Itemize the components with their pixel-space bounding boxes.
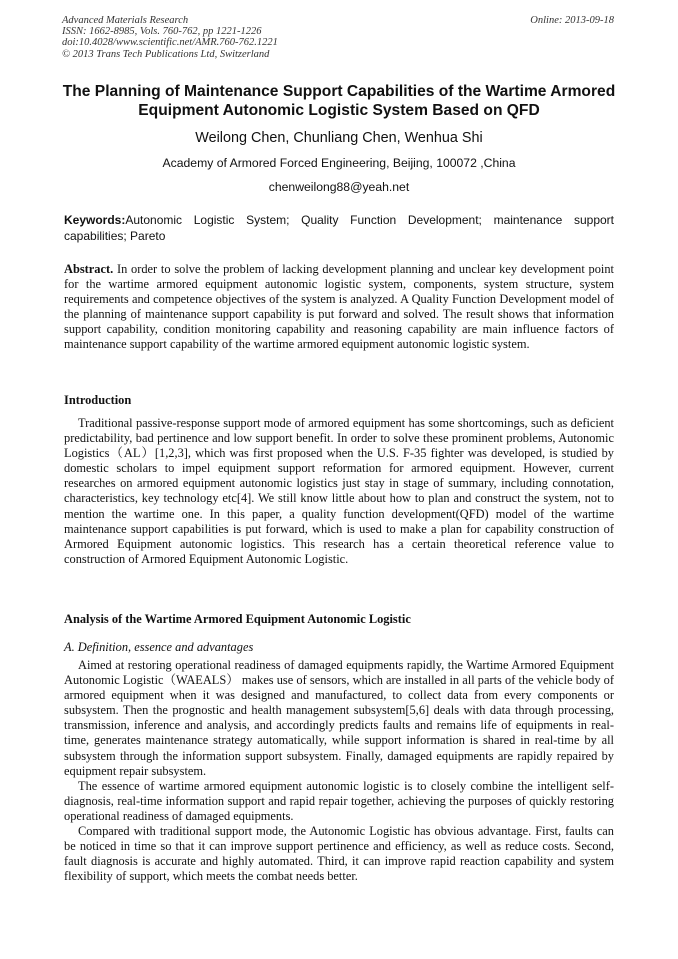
affiliation: Academy of Armored Forced Engineering, Beijing, 100072 ,China: [162, 156, 516, 170]
keywords: [64, 212, 614, 244]
email-link[interactable]: chenweilong88@yeah.net: [268, 180, 410, 194]
subsection-heading: A. Definition, essence and advantages: [64, 640, 254, 654]
keywords-label: Keywords:: [64, 213, 126, 227]
introduction-heading: Introduction: [64, 393, 132, 407]
intro-paragraph: Traditional passive-response support mode of armored equipment has some shortcomings, such as deficient predictability, bad pertinence and low support benefit. In order to solve these prominent problems, Autonomic Logistics（AL）[1,2,3], which was first proposed when the U.S. F-35 fighter was developed, is studied by domestic scholars to impel equipment support reformation for armored equipment. However, current researches on armored equipment autonomic logistics just stay in stage of summary, including connotation, characteristics, key technology etc[4]. We still know little about how to plan and construct the system, not to mention the wartime one. In this paper, a quality function development(QFD) model of the wartime maintenance support capabilities is put forward, which is used to make a plan for capability construction of Armored Equipment autonomic logistics. This research has a certain theoretical reference value to construction of Armored Equipment Autonomic Logistic.: [64, 416, 614, 566]
doi-line[interactable]: doi:10.4028/www.scientific.net/AMR.760-762.1221: [62, 37, 278, 49]
online-date: Online: 2013-09-18: [530, 15, 614, 26]
abstract-label: Abstract.: [64, 262, 114, 276]
analysis-heading: Analysis of the Wartime Armored Equipment Autonomic Logistic: [64, 612, 411, 626]
authors: Weilong Chen, Chunliang Chen, Wenhua Shi: [195, 130, 483, 146]
analysis-body: [64, 658, 614, 884]
abstract-text: In order to solve the problem of lacking development planning and unclear key development point for the wartime armored equipment autonomic logistic system, components, system structure, system requirements and competence objectives of the system is analyzed. A Quality Function Development model of the planning of maintenance support capability is put forward and solved. The result shows that information support capability, condition monitoring capability and reasoning capability are main influence factors of maintenance support capability of the wartime armored equipment autonomic logistic system.: [64, 262, 614, 352]
journal-header: [62, 15, 278, 60]
keywords-text: Autonomic Logistic System; Quality Function Development; maintenance support capabilities; Pareto: [64, 213, 614, 243]
introduction-body: [64, 416, 614, 567]
abstract: [64, 262, 614, 353]
paper-title: The Planning of Maintenance Support Capabilities of the Wartime Armored Equipment Autonomic Logistic System Based on QFD: [62, 83, 616, 119]
analysis-paragraph-3: Compared with traditional support mode, the Autonomic Logistic has obvious advantage. First, faults can be noticed in time so that it can improve support pertinence and efficiency, as well as reduce costs. Second, fault diagnosis is accurate and highly automated. Third, it can improve rapid reaction capability and system flexibility of support, which meets the combat needs better.: [64, 824, 614, 884]
journal-name: Advanced Materials Research: [62, 15, 189, 26]
copyright-line: © 2013 Trans Tech Publications Ltd, Switzerland: [62, 48, 270, 60]
analysis-paragraph-2: The essence of wartime armored equipment autonomic logistic is to closely combine the intelligent self-diagnosis, real-time information support and rapid repair together, achieving the purposes of quickly restoring operational readiness of damaged equipments.: [64, 778, 614, 823]
analysis-paragraph-1: Aimed at restoring operational readiness of damaged equipments rapidly, the Wartime Armored Equipment Autonomic Logistic（WAEALS） makes use of sensors, which are installed in all parts of the vehicle body of armored equipment when it was designed and manufactured, to collect data from every components or subsystem. Then the prognostic and health management subsystem[5,6] deals with data through processing, transmission, inference and analysis, and accordingly predicts faults and remains life of equipments in real-time, generates maintenance strategy automatically, while support information is shared in real-time by all subsystem through the information support subsystem. Finally, damaged equipments are rapidly repaired by equipment repair subsystem.: [64, 658, 614, 778]
issn-line: ISSN: 1662-8985, Vols. 760-762, pp 1221-1226: [62, 26, 262, 38]
